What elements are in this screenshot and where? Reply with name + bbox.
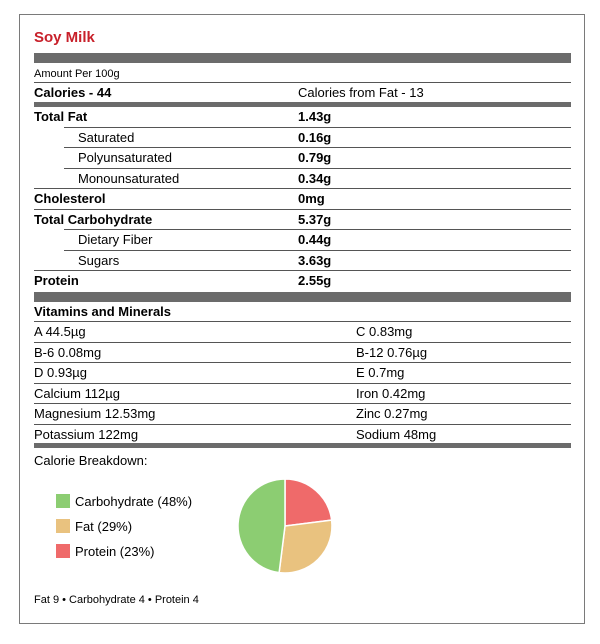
nutrient-value: 1.43g (298, 109, 332, 124)
nutrient-row (34, 169, 571, 188)
nutrient-name: Cholesterol (34, 191, 106, 206)
legend-label: Carbohydrate (48%) (75, 494, 193, 509)
legend-swatch (56, 544, 70, 558)
pie-slice-protein (285, 479, 332, 526)
nutrient-name: Total Fat (34, 109, 88, 124)
nutrient-row (34, 210, 571, 229)
nutrient-row (34, 128, 571, 147)
legend-label: Fat (29%) (75, 519, 133, 534)
nutrient-value: 3.63g (298, 252, 332, 268)
vitamin-row (34, 343, 571, 362)
nutrient-row (34, 189, 571, 208)
vitamin-row (34, 363, 571, 382)
calorie-pie-chart (235, 476, 335, 576)
pie-slice-fat (279, 520, 332, 573)
nutrient-row (34, 230, 571, 249)
vitamin-value: Iron 0.42mg (356, 385, 426, 401)
calories-row (34, 83, 571, 102)
vitamin-row (34, 425, 571, 444)
vitamin-value: A 44.5µg (34, 324, 86, 339)
vitamin-value: B-12 0.76µg (356, 344, 428, 360)
legend-swatch (56, 519, 70, 533)
nutrient-name: Saturated (78, 129, 135, 145)
nutrient-value: 2.55g (298, 273, 332, 288)
nutrient-row (34, 107, 571, 126)
nutrient-value: 0.79g (298, 150, 332, 165)
vitamin-value: Calcium 112µg (34, 385, 121, 401)
legend-label: Protein (23%) (75, 544, 155, 559)
nutrient-value: 0.44g (298, 232, 332, 247)
nutrient-name: Monounsaturated (78, 170, 180, 186)
legend-item-carbohydrate (56, 494, 192, 509)
footer-note: Fat 9 • Carbohydrate 4 • Protein 4 (34, 594, 199, 606)
food-title: Soy Milk (34, 29, 95, 46)
nutrient-value: 0.16g (298, 129, 332, 145)
legend-item-fat (56, 519, 132, 534)
vitamin-row (34, 384, 571, 403)
nutrient-name: Sugars (78, 252, 120, 268)
legend-item-protein (56, 544, 154, 559)
nutrient-row (34, 271, 571, 290)
vitamin-value: Sodium 48mg (356, 426, 437, 442)
nutrient-name: Total Carbohydrate (34, 211, 153, 227)
nutrient-value: 0.34g (298, 170, 332, 186)
nutrient-name: Polyunsaturated (78, 150, 172, 165)
breakdown-title: Calorie Breakdown: (34, 453, 148, 468)
pie-slice-carbohydrate (238, 479, 285, 573)
vitamin-value: Zinc 0.27mg (356, 406, 428, 421)
nutrient-name: Protein (34, 273, 79, 288)
vitamin-value: C 0.83mg (356, 324, 413, 339)
vitamin-row (34, 404, 571, 423)
nutrient-value: 0mg (298, 191, 325, 206)
vitamin-value: D 0.93µg (34, 365, 88, 380)
vitamin-value: E 0.7mg (356, 365, 405, 380)
vitamins-title: Vitamins and Minerals (34, 304, 172, 319)
vitamins-divider (34, 292, 571, 302)
calories-label: Calories - 44 (34, 85, 112, 100)
top-divider (34, 53, 571, 63)
vitamin-row (34, 322, 571, 341)
nutrient-value: 5.37g (298, 211, 332, 227)
nutrient-name: Dietary Fiber (78, 232, 153, 247)
vitamin-value: B-6 0.08mg (34, 344, 102, 360)
calories-from-fat: Calories from Fat - 13 (298, 85, 424, 100)
legend-swatch (56, 494, 70, 508)
breakdown-divider (34, 443, 571, 448)
vitamin-value: Potassium 122mg (34, 426, 139, 442)
vitamin-value: Magnesium 12.53mg (34, 406, 156, 421)
nutrient-row (34, 148, 571, 167)
nutrient-row (34, 251, 571, 270)
serving-size: Amount Per 100g (34, 68, 120, 80)
